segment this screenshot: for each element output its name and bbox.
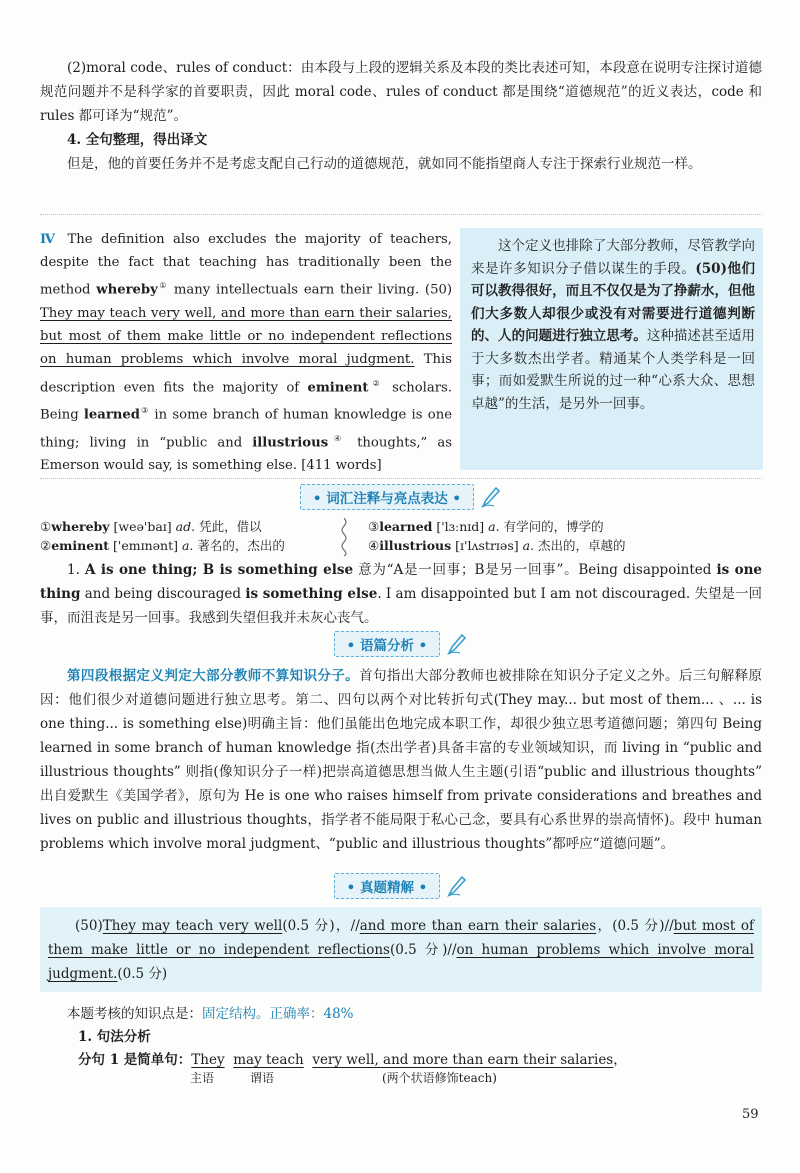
wavy-divider (340, 518, 348, 556)
answer-text (48, 914, 754, 986)
note-text: . I am disappointed but I am not discouraged. 失望是一回事，而沮丧是另一回事。我感到失望但我并未灰心丧气。 (40, 586, 762, 626)
vocab-definition: 有学问的，博学的 (499, 519, 604, 534)
vocab-word: eminent (51, 538, 110, 553)
exam-section-header (0, 874, 800, 898)
passage-text: scholars. Being (40, 380, 453, 423)
vocab-definition: 杰出的，卓越的 (534, 538, 626, 553)
translation-question-sentence: (50)他们可以教得很好，而且不仅仅是为了挣薪水，但他们大多数人却很少或没有对需要进行道德判断的、人的问题进行独立思考。 (471, 260, 756, 344)
section-divider (40, 478, 762, 479)
footnote-marker: ④ (328, 433, 348, 443)
pen-icon (446, 875, 466, 897)
vocab-pos: ad. (175, 519, 196, 534)
passage-text: many intellectuals earn their living. (50) (168, 282, 452, 298)
prev-para-2: (2)moral code、rules of conduct：由本段与上段的逻辑关系及本段的类比表述可知，本段意在说明专注探讨道德规范问题并不是科学家的首要职责，因此 moral code、rules of conduct 都是围绕“道德规范”的近义表达，code 和 rules 都可译为“规范”。 (40, 60, 762, 124)
analysis-title-text: • 语篇分析 • (346, 638, 428, 654)
note-highlight: is something else (245, 586, 378, 602)
passage-text: thoughts,” as Emerson would say, is something else. [411 words] (40, 435, 452, 474)
english-passage (40, 228, 452, 478)
note-text: 意为“A是一回事；B是另一回事”。Being disappointed (353, 562, 717, 578)
note-text: and being discouraged (80, 586, 246, 602)
answer-score: (0.5 分) (117, 966, 168, 982)
vocab-phonetic: [weə'baɪ] (109, 519, 176, 534)
translation-part: 这个定义也排除了大部分教师，尽管教学向来是许多知识分子借以谋生的手段。 (471, 238, 755, 277)
note-highlight: A is one thing; B is something else (84, 562, 354, 578)
vocab-number: ④ (368, 538, 380, 553)
vocab-definition: 著名的，杰出的 (193, 538, 285, 553)
answer-score: (0.5 分)// (389, 942, 457, 958)
vocab-pos: a. (522, 538, 535, 553)
answer-segment: but most of them make little or no independent reflections (48, 918, 754, 958)
answer-score: (0.5 分)，// (282, 918, 360, 934)
page-number: 59 (742, 1107, 759, 1122)
note-highlight: is one thing (40, 562, 763, 602)
vocab-number: ③ (368, 519, 380, 534)
vocab-item (368, 537, 626, 555)
vocab-word: illustrious (379, 538, 452, 553)
vocab-word: whereby (51, 519, 110, 534)
answer-score: ，(0.5 分)// (596, 918, 674, 934)
vocab-number: ① (40, 519, 52, 534)
keyword-eminent: eminent (307, 380, 369, 395)
grammar-line (78, 1048, 627, 1072)
keyword-whereby: whereby (96, 282, 158, 298)
answer-number: (50) (75, 918, 103, 934)
knowledge-point (40, 1002, 762, 1026)
answer-segment: on human problems which involve moral judgment. (48, 942, 754, 982)
keyword-illustrious: illustrious (252, 435, 329, 451)
vocab-phonetic: [ɪ'lʌstrɪəs] (451, 538, 523, 553)
translation-text (471, 235, 755, 415)
footnote-marker: ① (157, 281, 169, 291)
vocab-title-text: • 词汇注释与亮点表达 • (312, 491, 462, 507)
footnote-marker: ③ (139, 406, 150, 416)
analysis-text (40, 664, 762, 856)
step4-text: 但是，他的首要任务并不是考虑支配自己行动的道德规范，就如同不能指望商人专注于探索行业规范一样。 (67, 156, 702, 172)
analysis-section-title (334, 631, 441, 657)
vocab-phonetic: ['lɜːnɪd] (432, 519, 489, 534)
vocab-number: ② (40, 538, 52, 553)
pen-icon (446, 633, 466, 655)
vocab-pos: a. (181, 538, 194, 553)
vocab-pos: a. (488, 519, 500, 534)
answer-segment: They may teach very well (102, 918, 283, 934)
passage-text: This description even fits the majority of (40, 352, 452, 395)
vocab-section-header (0, 485, 800, 509)
vocab-item (40, 518, 262, 536)
analysis-body: 首句指出大部分教师也被排除在知识分子定义之外。后三句解释原因：他们很少对道德问题进行独立思考。第二、四句以两个对比转折句式(They may... but most of them... 、... is one thing... is something else)明确主旨：他们虽能出色地完成本职工作，却很少独立思考道德问题；第四句 Being learned in some branch of human knowledge 指(杰出学者)具备丰富的专业领域知识，而 living in “public and illustrious thoughts” 则指(像知识分子一样)把崇高道德思想当做人生主题(引语“public and illustrious thoughts” 出自爱默生《美国学者》，原句为 He is one who raises himself from private considerations and breathes and lives on public and illustrious thoughts，指学者不能局限于私心己念，要具有心系世界的崇高情怀)。段中 human problems which involve moral judgment、“public and illustrious thoughts”都呼应“道德问题”。 (40, 668, 763, 852)
vocab-definition: 凭此，借以 (195, 519, 262, 534)
passage-text: The definition also excludes the majority of teachers, despite the fact that teaching has traditionally been the method (40, 232, 452, 298)
footnote-marker: ② (368, 378, 384, 388)
underlined-question-sentence: They may teach very well, and more than earn their salaries, but most of them make little or no independent reflections on human problems which involve moral judgment. (40, 306, 452, 368)
vocab-item (368, 518, 604, 536)
punctuation: ， (613, 1052, 627, 1068)
analysis-lead: 第四段根据定义判定大部分教师不算知识分子。 (67, 668, 360, 684)
label-subject: 主语 (190, 1071, 215, 1085)
adverbial-segment: very well, and more than earn their salaries (312, 1052, 614, 1068)
predicate-segment: may teach (233, 1052, 304, 1068)
note-text: 1. (67, 562, 85, 578)
vocab-phonetic: ['emɪnənt] (109, 538, 182, 553)
passage-text: in some branch of human knowledge is one thing; living in “public and (40, 407, 452, 451)
label-adverbial: (两个状语修饰teach) (382, 1071, 497, 1085)
answer-segment: and more than earn their salaries (359, 918, 597, 934)
exam-title-text: • 真题精解 • (346, 880, 428, 896)
section-divider (40, 214, 762, 215)
vocab-section-title (300, 484, 474, 510)
analysis-section-header (0, 632, 800, 656)
step4-heading: 4. 全句整理，得出译文 (67, 132, 208, 148)
translation-part: 这种描述甚至适用于大多数杰出学者。精通某个人类学科是一回事；而如爱默生所说的过一种“心系大众、思想卓越”的生活，是另外一回事。 (471, 328, 756, 412)
kp-label: 本题考核的知识点是： (67, 1006, 202, 1022)
expression-note (40, 558, 762, 630)
vocab-word: learned (379, 519, 433, 534)
paragraph-roman-numeral: Ⅳ (40, 232, 60, 247)
vocab-item (40, 537, 285, 555)
pen-icon (480, 486, 500, 508)
label-predicate: 谓语 (250, 1071, 275, 1085)
kp-value: 固定结构。正确率：48% (202, 1006, 354, 1022)
syntax-heading: 1. 句法分析 (78, 1029, 151, 1045)
subject-segment: They (191, 1052, 225, 1068)
keyword-learned: learned (83, 407, 140, 423)
clause-label: 分句 1 是简单句： (78, 1052, 192, 1068)
exam-section-title (334, 873, 441, 899)
